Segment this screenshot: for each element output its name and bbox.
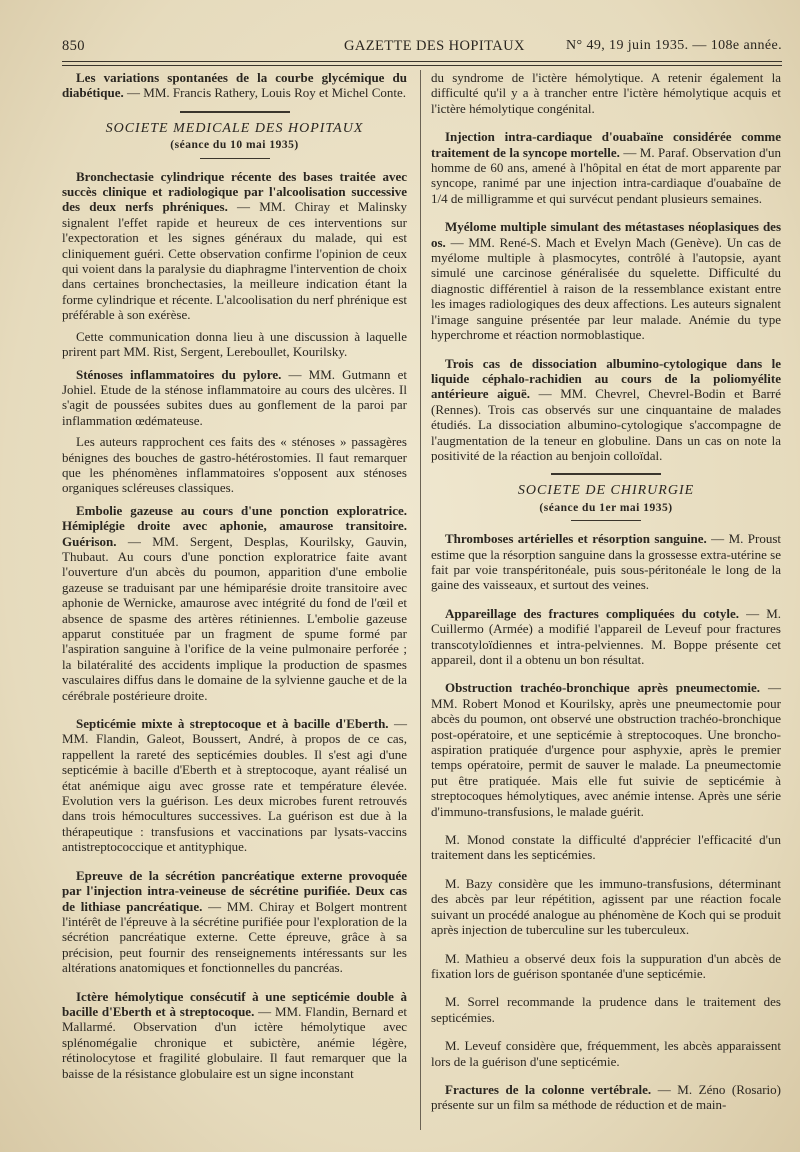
article-title: Epreuve de la sécrétion pancréatique externe provoquée par l'injection intra-veineuse de sécrétine purifiée. Deux cas de lithiase pancréatique. xyxy=(62,867,407,914)
article-paragraph: M. Sorrel recommande la prudence dans le traitement des septicémies. xyxy=(431,994,781,1025)
article-body: — MM. Sergent, Desplas, Kourilsky, Gauvin, Thubaut. Au cours d'une ponction exploratrice faite avant l'ouverture d'un abcès du poumon, apparition d'une embolie gazeuse se traduisant par une hémiparésie droite transitoire avec aphonie de Wernicke, amaurose avec intégrité du fond de l'œil et absence de spasme des artères rétiniennes. L'embolie gazeuse apparut constituée par un fragment de spume formé par l'aspiration sanguine à l'orifice de la veine pulmonaire perforée ; la bilatéralité des accidents implique la production de spasmes vasculaires diffus dans le domaine de la sylvienne gauche et de la cérébrale postérieure droite. xyxy=(62,533,407,703)
article-body: — M. Proust estime que la résorption sanguine dans la grossesse extra-utérine se fait par voie transpéritonéale, puis sous-péritonéale le long de la gaine des vaisseaux, et surtout des veines. xyxy=(431,531,781,593)
article-body: — MM. Chiray et Bolgert montrent l'intérêt de l'épreuve à la sécrétine purifiée pour l'exploration de la sécrétion pancréatique externe. Cette épreuve, grâce à sa précision, peut fournir des renseignements intéressants sur les altérations anatomiques et fonctionnelles du pancréas. xyxy=(62,898,407,976)
article-title: Septicémie mixte à streptocoque et à bacille d'Eberth. xyxy=(76,716,389,732)
article-title: Appareillage des fractures compliquées du cotyle. xyxy=(445,605,739,621)
article-title: Thromboses artérielles et résorption sanguine. xyxy=(445,531,707,547)
article-stenoses xyxy=(62,367,407,429)
article-body: — MM. Gutmann et Johiel. Etude de la sténose inflammatoire au cours des ulcères. Il s'agit de poussées subites dues au gonflement de la paroi par inflammation œdémateuse. xyxy=(62,366,407,428)
article-title: Sténoses inflammatoires du pylore. xyxy=(76,366,282,382)
session-date: (séance du 10 mai 1935) xyxy=(170,139,299,152)
article-fractures xyxy=(431,1082,781,1113)
session-date: (séance du 1er mai 1935) xyxy=(539,501,673,514)
section-rule-short xyxy=(200,158,270,159)
article-body: — MM. Chiray et Malinsky signalent l'effet rapide et heureux de ces interventions sur l'expectoration et les signes généraux du malade, qui est cliniquement guéri. Cette observation confirme l'opinion de ceux qui voient dans la paralysie du diaphragme l'intervention de choix dans certaines bronchectasies, la meilleure indication étant la forme cylindrique et récente. L'alcoolisation du nerf phrénique est préférable à son exérèse. xyxy=(62,199,408,323)
article-septicemie xyxy=(62,716,407,855)
section-rule xyxy=(180,111,290,113)
header-rule-thin xyxy=(62,65,782,66)
column-divider xyxy=(420,70,421,1130)
article-title: Fractures de la colonne vertébrale. xyxy=(445,1081,652,1097)
article-continuation: du syndrome de l'ictère hémolytique. A retenir également la difficulté qu'il y a à trancher entre l'ictère hémolytique acquis et l'ictère hémolytique congénital. xyxy=(431,70,781,116)
article-intro xyxy=(62,70,407,101)
article-body: — MM. René-S. Mach et Evelyn Mach (Genève). Un cas de myélome multiple à plasmocytes, contrôlé à l'autopsie, ayant simulé une carcinose généralisée du squelette. Difficulté du diagnostic différentiel à raison de la ressemblance existant entre les images radiologiques des deux affections. Les auteurs signalent l'image sanguine présentée par leur malade. Anémie du type hyperchrome et réaction normoblastique. xyxy=(431,234,781,343)
right-column xyxy=(431,70,781,1119)
article-title: Injection intra-cardiaque d'ouabaïne considérée comme traitement de la syncope mortelle. xyxy=(431,129,781,160)
page-header xyxy=(62,38,782,58)
article-body: — MM. Flandin, Galeot, Boussert, André, à propos de ce cas, rappellent la rareté des septicémies doubles. Il s'est agi d'une septicémie à bacille d'Eberth et à streptocoque, ayant réalisé un état anémique aigu avec grosse rate et température élevée. Evolution vers la guérison. Les deux microbes furent retrouvés dans trois hémocultures successives. La guérison est due à la thérapeutique : transfusions et vaccinations par lysats-vaccins antistreptococcique et antityphique. xyxy=(62,716,407,855)
article-paragraph: M. Mathieu a observé deux fois la suppuration d'un abcès de fixation lors de guérison spontanée d'une septicémie. xyxy=(431,950,781,981)
article-thromboses xyxy=(431,531,781,593)
society-heading: SOCIETE DE CHIRURGIE xyxy=(517,483,695,499)
journal-title: GAZETTE DES HOPITAUX xyxy=(344,38,525,54)
section-rule-short xyxy=(571,520,641,521)
article-body: — MM. Flandin, Bernard et Mallarmé. Observation d'un ictère hémolytique avec splénomégalie chronique et subictère, anémie légère, rétinolocytose et fragilité globulaire. Il faut remarquer que la baisse de la résistance globulaire est un signe inconstant xyxy=(62,1003,408,1081)
article-ouabaine xyxy=(431,129,781,206)
header-rule xyxy=(62,61,782,62)
society-heading: SOCIETE MEDICALE DES HOPITAUX xyxy=(105,120,364,136)
article-ictere xyxy=(62,989,407,1081)
article-title: Myélome multiple simulant des métastases néoplasiques des os. xyxy=(431,219,781,250)
article-body: — MM. Robert Monod et Kourilsky, après une pneumectomie pour abcès du poumon, ont observé une obstruction trachéo-bronchique post-opératoire, et une septicémie à streptocoques. Une broncho-aspiration pratiquée d'urgence pour asphyxie, après le premier temps opératoire, permit de sauver le malade. La pneumectomie put être pratiquée. Mais elle fut suivie de septicémie à streptocoques hémolytiques, avec anémie intense. Après une série d'immuno-transfusions, le malade guérit. xyxy=(431,680,782,819)
article-bronchectasie xyxy=(62,169,407,323)
article-title: Bronchectasie cylindrique récente des bases traitée avec succès clinique et radiologique par l'alcoolisation successive des deux nerfs phréniques. xyxy=(62,168,407,215)
article-dissociation xyxy=(431,356,781,464)
issue-info: N° 49, 19 juin 1935. — 108e année. xyxy=(566,38,782,53)
article-paragraph: Cette communication donna lieu à une discussion à laquelle prirent part MM. Rist, Sergent, Lereboullet, Kourilsky. xyxy=(62,328,407,360)
article-body: — M. Cuillermo (Armée) a modifié l'appareil de Leveuf pour fractures transcotyloïdiennes et intra-pelviennes. M. Boppe présente cet appareil, dont il a obtenu un bon résultat. xyxy=(431,605,781,667)
article-title: Obstruction trachéo-bronchique après pneumectomie. xyxy=(445,680,761,696)
article-paragraph: M. Leveuf considère que, fréquemment, les abcès apparaissent lors de la guérison d'une septicémie. xyxy=(431,1038,781,1069)
article-myelome xyxy=(431,219,781,342)
article-secretion xyxy=(62,868,407,976)
article-body: — M. Zéno (Rosario) présente sur un film sa méthode de réduction et de main- xyxy=(431,1081,781,1113)
page-number: 850 xyxy=(62,38,85,54)
article-pneumectomie xyxy=(431,680,781,819)
section-rule xyxy=(551,473,661,475)
article-paragraph: Les auteurs rapprochent ces faits des « sténoses » passagères bénignes des bouches de gastro-hétérostomies. Il faut remarquer que les phénomènes inflammatoires s'opposent aux sténoses organiques scléreuses classiques. xyxy=(62,434,407,496)
article-title: Embolie gazeuse au cours d'une ponction exploratrice. Hémiplégie droite avec aphonie, amaurose transitoire. Guérison. xyxy=(62,502,407,549)
article-title: Ictère hémolytique consécutif à une septicémie double à bacille d'Eberth et à streptocoque. xyxy=(62,988,407,1019)
article-authors: — MM. Francis Rathery, Louis Roy et Michel Conte. xyxy=(123,85,407,101)
article-title: Trois cas de dissociation albumino-cytologique dans le liquide céphalo-rachidien au cours de la poliomyélite antérieure aiguë. xyxy=(431,355,781,402)
article-body: — M. Paraf. Observation d'un homme de 60 ans, amené à l'hôpital en état de mort apparente par syncope, ranimé par une injection intra-cardiaque d'ouabaïne de 1/4 de milligramme et qui survécut pendant plusieurs semaines. xyxy=(431,144,781,206)
article-title: Les variations spontanées de la courbe glycémique du diabétique. xyxy=(62,70,407,101)
article-body: — MM. Chevrel, Chevrel-Bodin et Barré (Rennes). Trois cas observés sur une cinquantaine de malades étudiés. La dissociation albumino-cytologique s'accompagne de l'augmentation de la teneur en globuline. Dans un cas on note la positivité de la réaction au benjoin colloïdal. xyxy=(431,386,781,463)
article-cotyle xyxy=(431,606,781,668)
article-paragraph: M. Monod constate la difficulté d'apprécier l'efficacité d'un traitement dans les septicémies. xyxy=(431,832,781,863)
article-embolie xyxy=(62,503,407,703)
article-paragraph: M. Bazy considère que les immuno-transfusions, déterminant des abcès par leur répétition, agissent par une réaction focale suivant un procédé analogue au phénomène de Koch qui se produit après injection de tuberculine sur les tuberculeux. xyxy=(431,875,781,938)
left-column xyxy=(62,70,407,1087)
